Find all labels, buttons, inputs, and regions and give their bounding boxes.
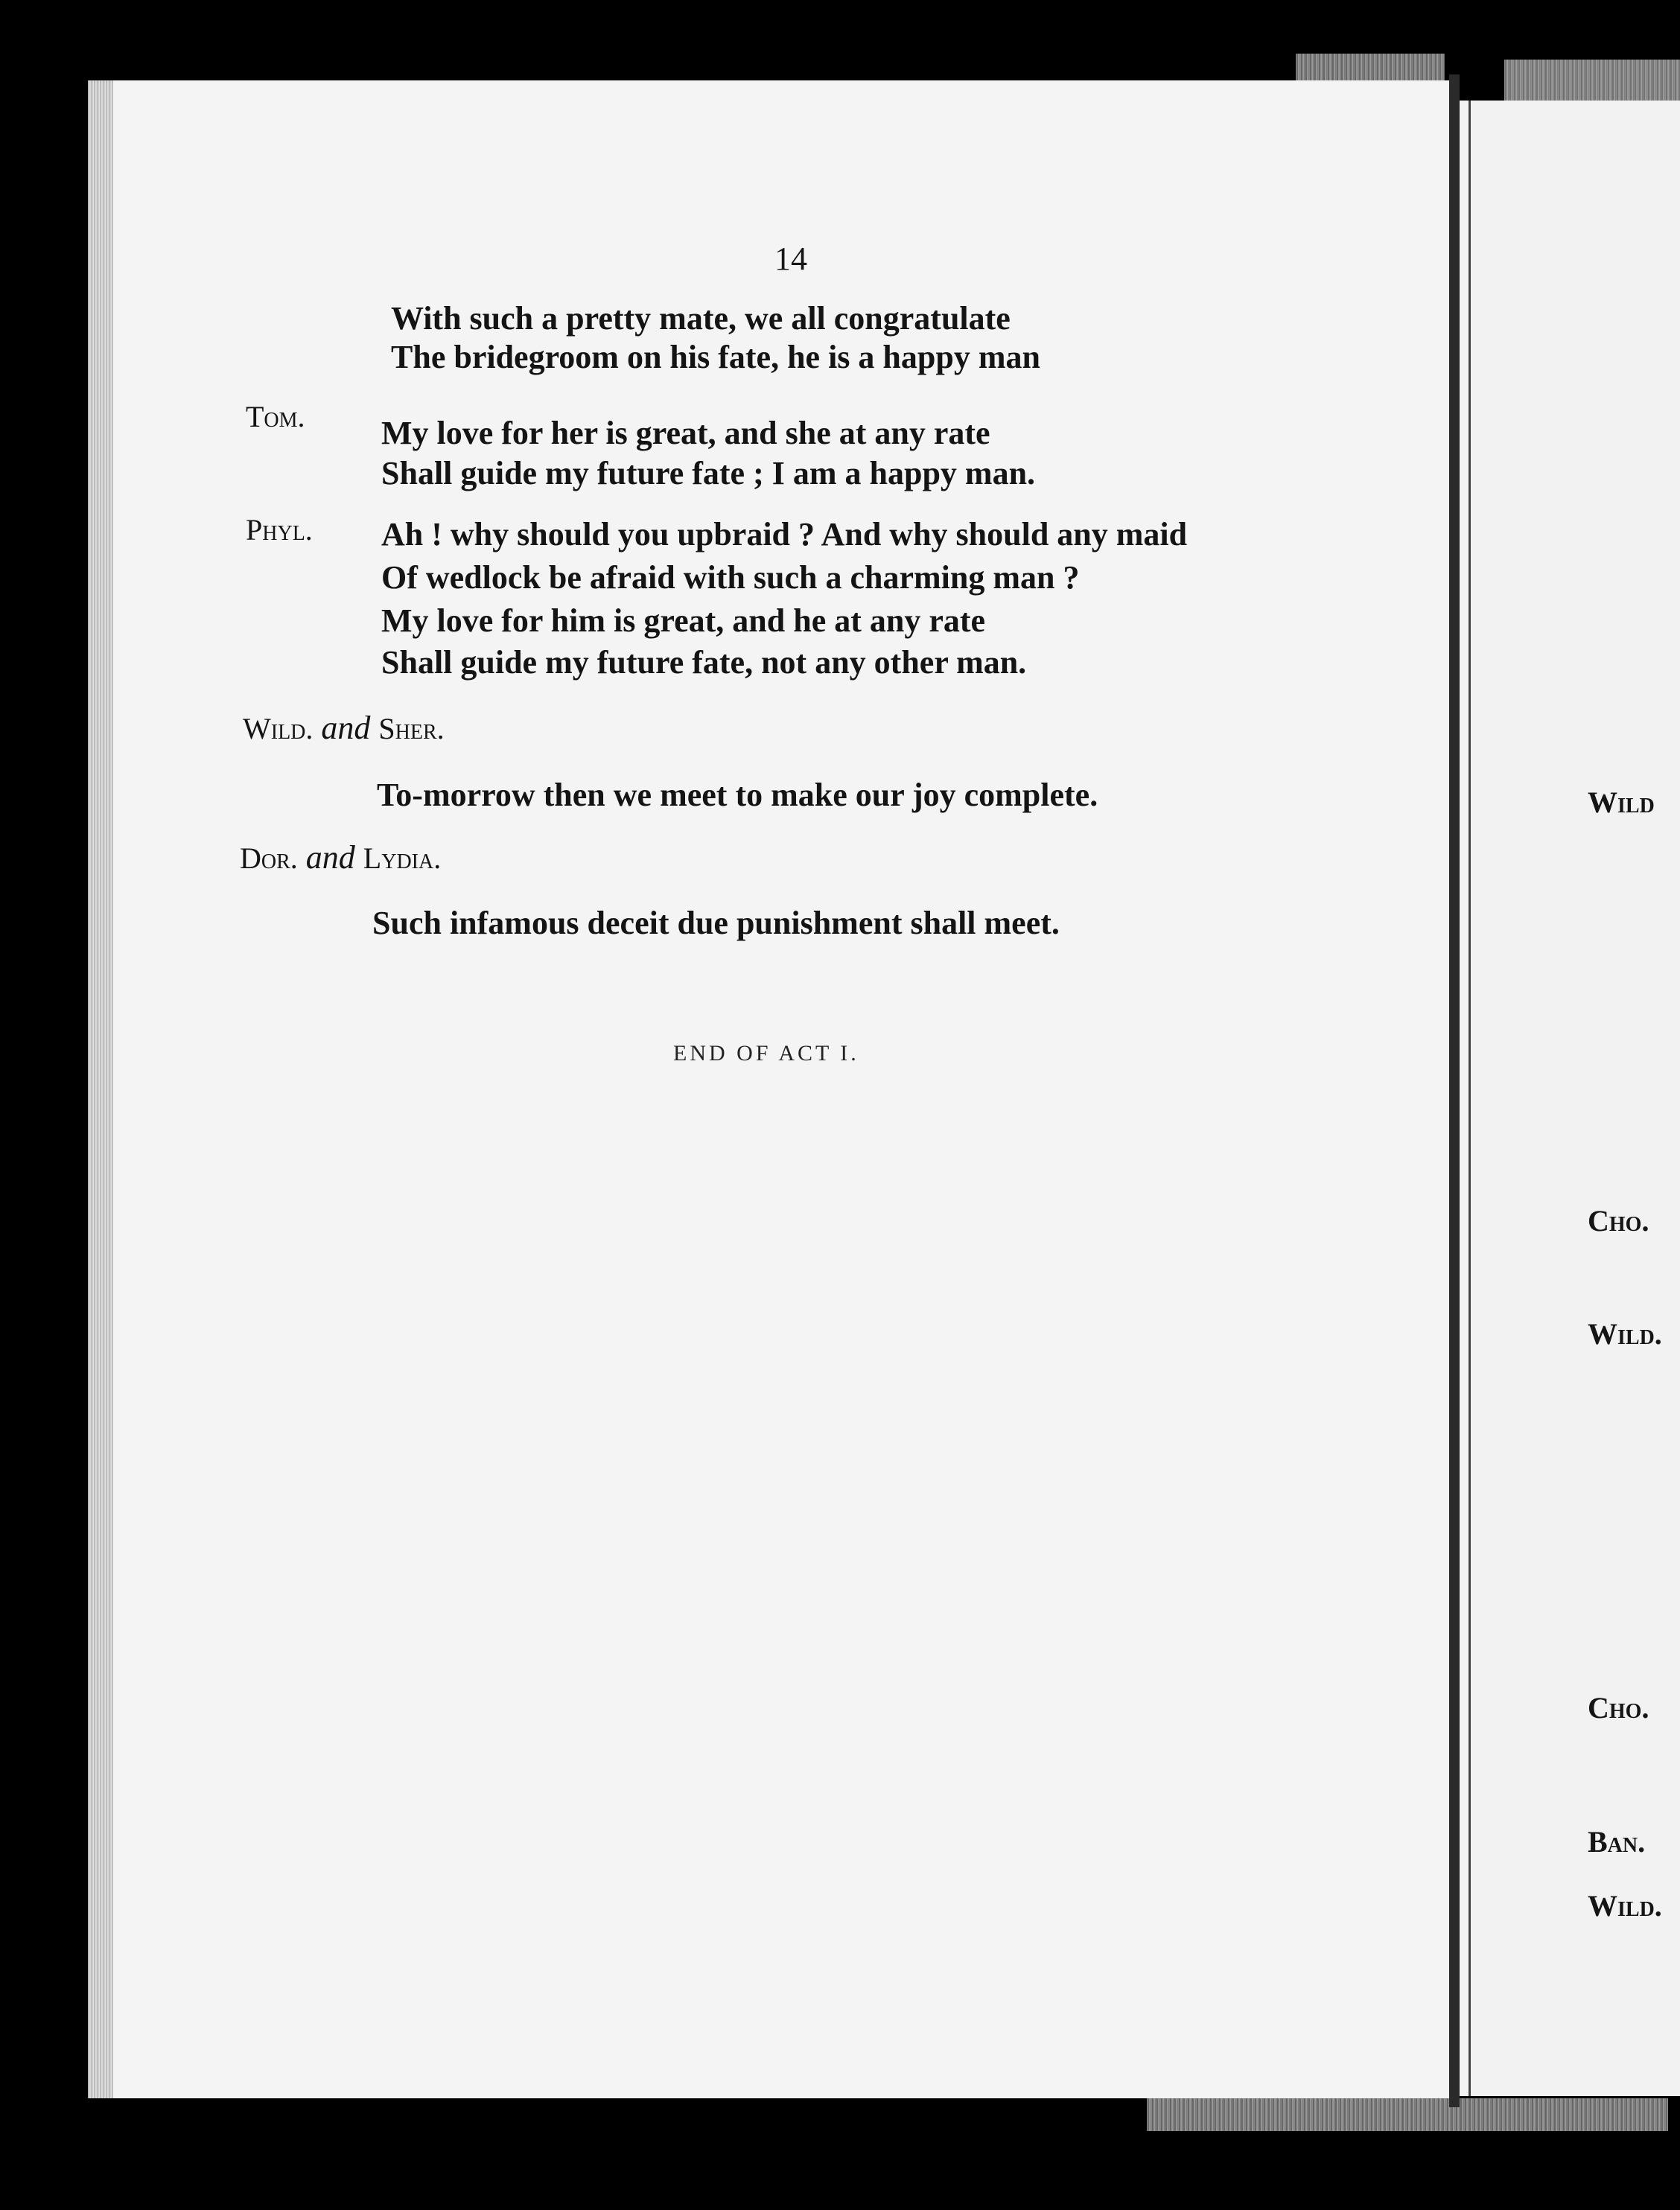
right-speaker-label: Cho. [1588, 1204, 1649, 1238]
speaker-sher: Sher. [378, 712, 445, 745]
verse-line: Such infamous deceit due punishment shall meet. [372, 905, 1060, 941]
verse-line: With such a pretty mate, we all congratulate [391, 300, 1011, 337]
conjunction: and [321, 710, 371, 746]
page-edge-bottom [1147, 2098, 1668, 2131]
verse-line: To-morrow then we meet to make our joy complete. [377, 777, 1098, 813]
verse-line: My love for her is great, and she at any rate [381, 415, 990, 451]
right-speaker-label: Wild. [1588, 1317, 1662, 1351]
end-of-act: END OF ACT I. [673, 1041, 859, 1066]
page-edge-top-right [1504, 60, 1680, 101]
page-number: 14 [774, 241, 807, 277]
verse-line: Shall guide my future fate ; I am a happy man. [381, 455, 1036, 491]
right-page [1460, 101, 1680, 2096]
speaker-phyl: Phyl. [246, 513, 313, 547]
speaker-tom: Tom. [246, 400, 305, 433]
speaker-dor: Dor. [240, 841, 298, 875]
speaker-wild-sher [243, 712, 445, 745]
right-speaker-label: Wild [1588, 786, 1655, 819]
right-speaker-label: Ban. [1588, 1825, 1646, 1859]
left-page [88, 80, 1457, 2098]
speaker-wild: Wild. [243, 712, 314, 745]
conjunction: and [305, 839, 355, 876]
verse-line: The bridegroom on his fate, he is a happy man [391, 339, 1040, 375]
verse-line: Of wedlock be afraid with such a charming man ? [381, 559, 1080, 596]
speaker-dor-lydia [240, 841, 441, 874]
book-gutter [1449, 74, 1460, 2107]
right-speaker-label: Wild. [1588, 1889, 1662, 1923]
verse-line: Ah ! why should you upbraid ? And why should any maid [381, 516, 1188, 552]
verse-line: My love for him is great, and he at any rate [381, 602, 986, 639]
speaker-lydia: Lydia. [363, 841, 442, 875]
right-speaker-label: Cho. [1588, 1691, 1649, 1725]
verse-line: Shall guide my future fate, not any other man. [381, 644, 1027, 681]
